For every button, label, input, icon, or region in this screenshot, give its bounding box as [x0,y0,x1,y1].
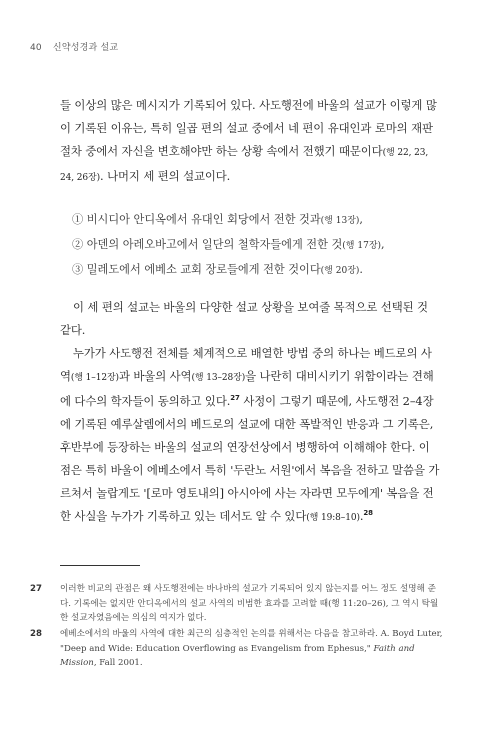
footnote-number: 27 [30,584,42,594]
list-item-end: , [359,213,363,226]
list-item-end: , [381,238,385,251]
list-item [72,208,442,233]
paragraph-3-text: 을 나란히 대비시키기 위함이라는 견해에 다수의 학자들이 동의하고 있다. [60,369,434,408]
footnote-27 [30,582,445,626]
paragraph-1-text: 들 이상의 많은 메시지가 기록되어 있다. 사도행전에 바울의 설교가 이렇게 많이 기록된 이유는, 특히 일곱 편의 설교 중에서 네 편이 유대인과 로마의 재판 절차 중에서 자신을 변호해야만 하는 상황 속에서 전했기 때문이다 [60,98,437,158]
footnote-number: 28 [30,629,42,639]
paragraph-3-ref: (행 19:8–10) [306,513,360,523]
footnote-text: 이러한 비교의 관점은 왜 사도행전에는 바나바의 설교가 기록되어 있지 않는지를 어느 정도 설명해 준다. 기록에는 없지만 안디옥에서의 설교 사역의 비범한 효과를 고려할 때(행 11:20–26), 그 역시 탁월한 설교자였음에는 의심의 여지가 없다. [60,584,439,623]
list-item-text: ② 아덴의 아레오바고에서 일단의 철학자들에게 전한 것 [72,238,343,251]
paragraph-3 [60,342,440,530]
page-number: 40 [30,43,42,53]
footnote-divider [60,565,140,566]
footnote-text: , Fall 2001. [93,658,143,668]
footnote-journal-title: Faith and Mission [60,643,415,668]
paragraph-2 [60,296,440,342]
footnote-marker-28[interactable]: 28 [363,509,373,518]
sermon-list [72,208,442,283]
list-item-ref: (행 17장) [342,241,382,251]
paragraph-3-text: 누가가 사도행전 전체를 체계적으로 배열한 방법 중의 하나는 베드로의 사역 [60,346,432,383]
paragraph-1-end: . 나머지 세 편의 설교이다. [100,169,231,183]
paragraph-3-ref: (행 13–28장) [191,373,246,383]
paragraph-1-ref: (행 22, 23, 24, 26장) [60,148,429,183]
running-title: 신약성경과 설교 [52,43,119,53]
list-item [72,233,442,258]
paragraph-3-text: 과 바울의 사역 [118,369,192,383]
list-item-text: ① 비시디아 안디옥에서 유대인 회당에서 전한 것과 [72,213,321,226]
page-header [30,40,118,53]
footnote-marker-27[interactable]: 27 [230,394,240,403]
list-item-ref: (행 20장) [320,266,360,276]
paragraph-1 [60,94,440,190]
footnote-text: 에베소에서의 바울의 사역에 대한 최근의 심층적인 논의를 위해서는 다음을 참고하라. A. Boyd Luter, "Deep and Wide: Education Overflowing as Evangelism from Ephesus," [60,629,443,654]
paragraph-3-text: . [359,509,364,523]
paragraph-3-text: 사정이 그렇기 때문에, 사도행전 2–4장에 기록된 예루살렘에서의 베드로의 설교에 대한 폭발적인 반응과 그 기록은, 후반부에 등장하는 바울의 설교의 연장선상에서 병행하여 이해해야 한다. 이 점은 특히 바울이 에베소에서 특히 '두란노 서원'에서 복음을 전하고 말씀을 가르쳐서 놀랍게도 '[로마 영토내의] 아시아에 사는 자라면 모두에게' 복음을 전한 사실을 누가가 기록하고 있는 데서도 알 수 있다 [60,394,440,523]
paragraph-3-ref: (행 1–12장) [70,373,119,383]
list-item [72,258,442,283]
footnote-28 [30,627,445,671]
paragraph-2-text: 이 세 편의 설교는 바울의 다양한 설교 상황을 보여줄 목적으로 선택된 것 같다. [60,300,428,337]
list-item-text: ③ 밀레도에서 에베소 교회 장로들에게 전한 것이다 [72,263,321,276]
list-item-ref: (행 13장) [320,216,360,226]
list-item-end: . [359,263,363,276]
